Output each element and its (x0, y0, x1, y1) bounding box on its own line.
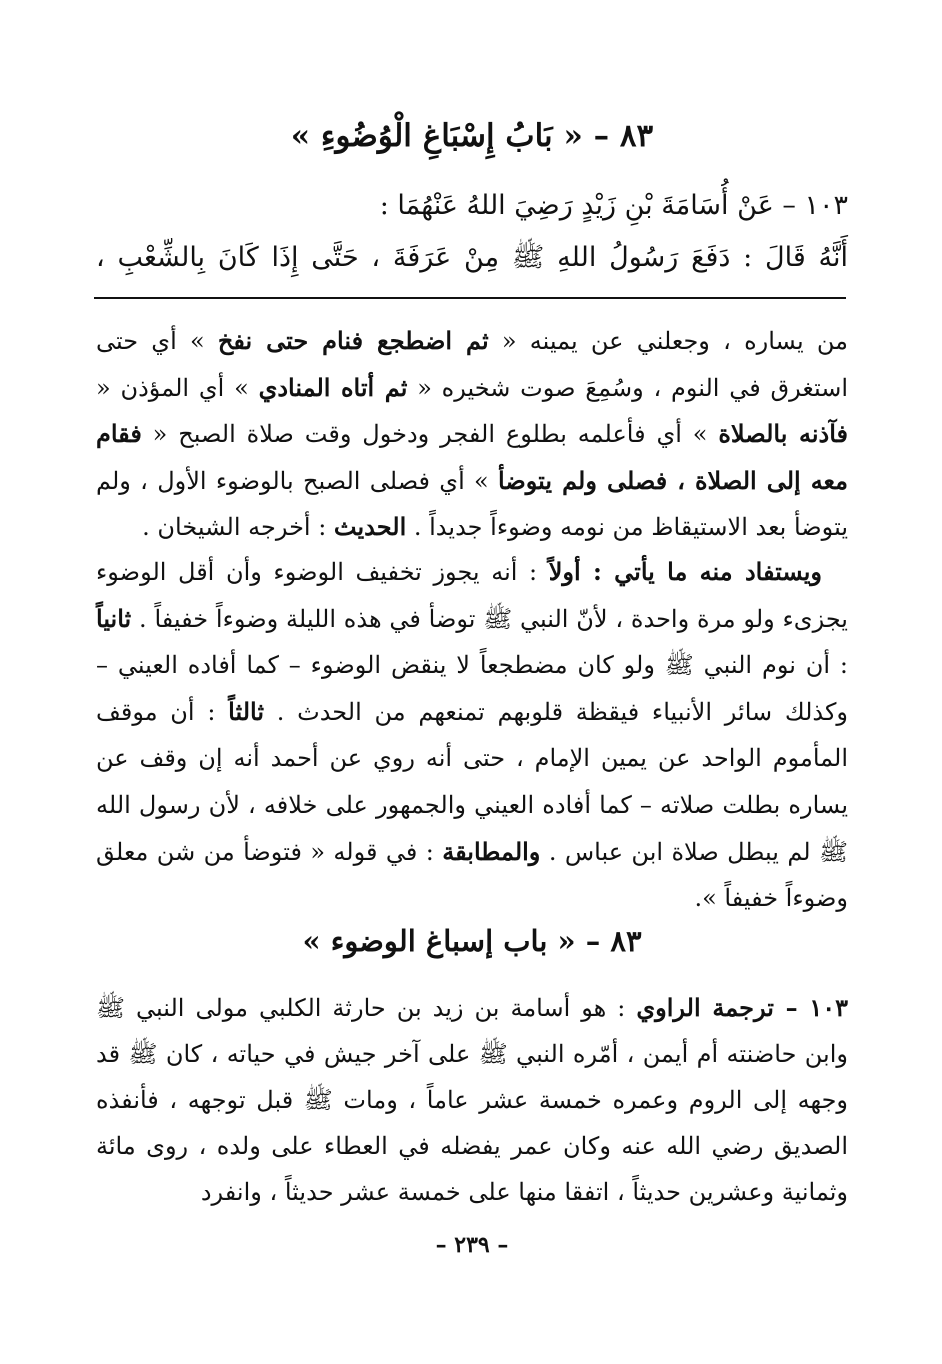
commentary-quote: فآذنه بالصلاة (718, 419, 848, 449)
commentary-text: » أي حتى استغرق في النوم ، وسُمِعَ صوت شخيره « (96, 327, 849, 402)
narrator-label: ١٠٣ – ترجمة الراوي (636, 993, 848, 1022)
commentary-quote: ثم اضطجع فنام حتى نفخ (217, 326, 489, 355)
commentary-text: من يساره ، وجعلني عن يمينه « (488, 327, 848, 355)
section-title: ٨٣ – « باب إسباغ الوضوء » (302, 924, 642, 958)
commentary-paragraph (96, 318, 848, 551)
commentary-text: » أي المؤذن « (96, 373, 259, 402)
narrator-paragraph (96, 985, 848, 1215)
commentary-text: » أي فصلى الصبح بالوضوء الأول ، ولم يتوضأ بعد الاستيقاظ من نومه وضوءاً جديداً . (96, 466, 848, 542)
separator-rule (94, 297, 846, 299)
commentary-quote: ثم أتاه المنادي (258, 372, 408, 402)
benefits-text: : أن نوم النبي ﷺ ولو كان مضطجعاً لا ينقض الوضوء – كما أفاده العيني – وكذلك سائر الأنبياء فيقظة قلوبهم تمنعهم من الحدث . (96, 651, 848, 726)
benefits-paragraph (96, 549, 848, 922)
narrator-text: : هو أسامة بن زيد بن حارثة الكلبي مولى النبي ﷺ وابن حاضنته أم أيمن ، أمّره النبي ﷺ على آخر جيش في حياته ، كان ﷺ قد وجهه إلى الروم وعمره خمسة عشر عاماً ، ومات ﷺ قبل توجهه ، فأنفذه الصديق رضي الله عنه وكان عمر يفضله في العطاء على ولده ، روى مائة وثمانية وعشرين حديثاً ، اتفقا منها على خمسة عشر حديثاً ، وانفرد (96, 994, 848, 1206)
commentary-quote: فقام معه إلى الصلاة ، فصلى ولم يتوضأ (96, 419, 848, 495)
commentary-text: : أخرجه الشيخان . (142, 513, 334, 542)
benefits-heading: ويستفاد منه ما يأتي : أولاً (548, 557, 823, 586)
benefits-keyword: ثالثاً (228, 696, 265, 726)
hadith-line-2: أَنَّهُ قَالَ : دَفَعَ رَسُولُ اللهِ ﷺ مِنْ عَرَفَةَ ، حَتَّى إِذَا كَانَ بِالشِّعْبِ ، (96, 242, 848, 273)
page-number: – ٢٣٩ – (435, 1232, 509, 1258)
hadith-line-1: ١٠٣ – عَنْ أُسَامَةَ بْنِ زَيْدٍ رَضِيَ اللهُ عَنْهُمَا : (379, 190, 848, 221)
commentary-keyword: الحديث (333, 512, 407, 542)
benefits-keyword: ثانياً (96, 603, 132, 633)
benefits-text: : أن موقف المأموم الواحد عن يمين الإمام ، حتى أنه روي عن أحمد أنه إن وقف عن يساره بطلت صلاته – كما أفاده العيني والجمهور على خلافه ، لأن رسول الله ﷺ لم يبطل صلاة ابن عباس . (96, 697, 849, 866)
benefits-keyword: والمطابقة (442, 836, 541, 866)
benefits-text: : في قوله « فتوضأ من شن معلق وضوءاً خفيفاً ». (96, 837, 848, 913)
commentary-text: » أي فأعلمه بطلوع الفجر ودخول وقت صلاة الصبح « (141, 420, 719, 449)
chapter-title: ٨٣ – « بَابُ إِسْبَاغِ الْوُضُوءِ » (290, 118, 654, 154)
benefits-text: : أنه يجوز تخفيف الوضوء وأن أقل الوضوء يجزىء ولو مرة واحدة ، لأنّ النبي ﷺ توضأ في هذه الليلة وضوءاً خفيفاً . (96, 558, 848, 633)
